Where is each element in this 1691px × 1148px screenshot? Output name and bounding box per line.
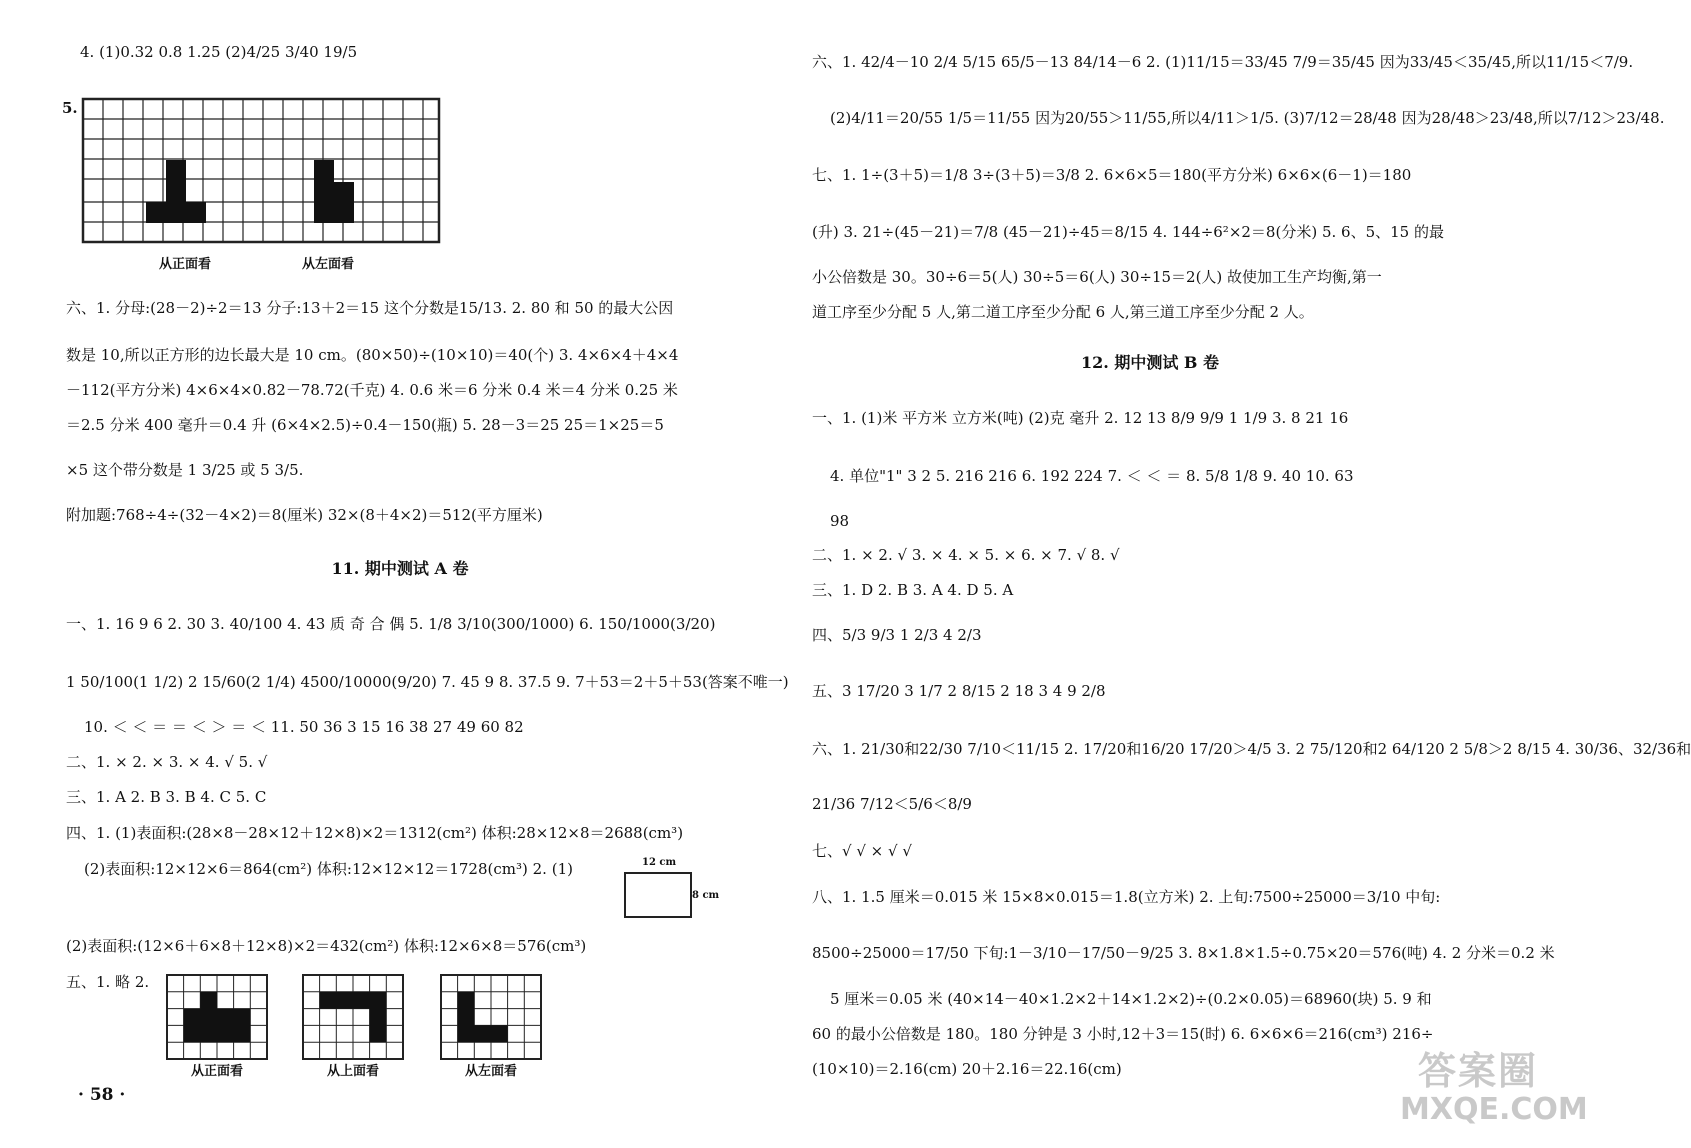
caption-front-view: 从正面看 (158, 257, 211, 272)
right-line-18: 8500÷25000＝17/50 下旬:1－3/10－17/50－9/25 3. 8×1.8×1.5÷0.75×20＝576(吨) 4. 2 分米＝0.2 米 (812, 944, 1555, 962)
right-line-17: 八、1. 1.5 厘米＝0.015 米 15×8×0.015＝1.8(立方米) 2. 上旬:7500÷25000＝3/10 中旬: (812, 888, 1441, 906)
right-line-7: 一、1. (1)米 平方米 立方米(吨) (2)克 毫升 2. 12 13 8/9 9/9 1 1/9 3. 8 21 16 (812, 409, 1349, 427)
right-line-20: 60 的最小公倍数是 180。180 分钟是 3 小时,12＋3＝15(时) 6. 6×6×6＝216(cm³) 216÷ (812, 1025, 1434, 1043)
left-line-13: 四、1. (1)表面积:(28×8－28×12＋12×8)×2＝1312(cm²) 体积:28×12×8＝2688(cm³) (66, 824, 684, 842)
right-line-1: 六、1. 42/4－10 2/4 5/15 65/5－13 84/14－6 2. (1)11/15＝33/45 7/9＝35/45 因为33/45＜35/45,所以11/15＜7/9. (812, 53, 1634, 71)
left-line-2: 六、1. 分母:(28－2)÷2＝13 分子:13＋2＝15 这个分数是15/13. 2. 80 和 50 的最大公因 (66, 299, 674, 317)
right-line-4: (升) 3. 21÷(45－21)＝7/8 (45－21)÷45＝8/15 4. 144÷6²×2＝8(分米) 5. 6、5、15 的最 (812, 223, 1444, 241)
views-grid-top (82, 98, 440, 244)
front-view-shape (146, 160, 206, 223)
right-line-12: 四、5/3 9/3 1 2/3 4 2/3 (812, 626, 982, 644)
caption-left-view-2: 从左面看 (464, 1064, 517, 1079)
rectangle-sketch (624, 872, 692, 918)
right-line-3: 七、1. 1÷(3＋5)＝1/8 3÷(3＋5)＝3/8 2. 6×6×5＝180(平方分米) 6×6×(6－1)＝180 (812, 166, 1412, 184)
heading-test-b: 12. 期中测试 B 卷 (1080, 353, 1220, 372)
right-line-21: (10×10)＝2.16(cm) 20＋2.16＝22.16(cm) (812, 1060, 1122, 1078)
right-line-9: 98 (830, 512, 850, 530)
heading-test-a: 11. 期中测试 A 卷 (331, 559, 469, 578)
right-line-15: 21/36 7/12＜5/6＜8/9 (812, 795, 972, 813)
right-line-11: 三、1. D 2. B 3. A 4. D 5. A (812, 581, 1014, 599)
right-line-19: 5 厘米＝0.05 米 (40×14－40×1.2×2＋14×1.2×2)÷(0.2×0.05)＝68960(块) 5. 9 和 (830, 990, 1432, 1008)
right-line-6: 道工序至少分配 5 人,第二道工序至少分配 6 人,第三道工序至少分配 2 人。 (812, 303, 1314, 321)
caption-top-view: 从上面看 (326, 1064, 379, 1079)
left-line-1: 4. (1)0.32 0.8 1.25 (2)4/25 3/40 19/5 (80, 43, 358, 61)
view-grid-left (440, 974, 542, 1060)
right-line-13: 五、3 17/20 3 1/7 2 8/15 2 18 3 4 9 2/8 (812, 682, 1106, 700)
caption-front-view-2: 从正面看 (190, 1064, 243, 1079)
right-line-10: 二、1. × 2. √ 3. × 4. × 5. × 6. × 7. √ 8. √ (812, 546, 1120, 564)
left-line-5: ＝2.5 分米 400 毫升＝0.4 升 (6×4×2.5)÷0.4－150(瓶) 5. 28－3＝25 25＝1×25＝5 (66, 416, 664, 434)
right-line-16: 七、√ √ × √ √ (812, 842, 912, 860)
q5-label: 5. (62, 99, 78, 117)
left-line-9: 1 50/100(1 1/2) 2 15/60(2 1/4) 4500/10000(9/20) 7. 45 9 8. 37.5 9. 7＋53＝2＋5＋53(答案不唯一) (66, 673, 789, 691)
view-grid-top (302, 974, 404, 1060)
left-line-6: ×5 这个带分数是 1 3/25 或 5 3/5. (66, 461, 304, 479)
view-grid-front (166, 974, 268, 1060)
left-line-11: 二、1. × 2. × 3. × 4. √ 5. √ (66, 753, 268, 771)
right-line-14: 六、1. 21/30和22/30 7/10＜11/15 2. 17/20和16/20 17/20＞4/5 3. 2 75/120和2 64/120 2 5/8＞2 8/15 4. 30/36、32/36和 (812, 740, 1691, 758)
caption-left-view: 从左面看 (301, 257, 354, 272)
right-line-5: 小公倍数是 30。30÷6＝5(人) 30÷5＝6(人) 30÷15＝2(人) 故使加工生产均衡,第一 (812, 268, 1382, 286)
left-line-8: 一、1. 16 9 6 2. 30 3. 40/100 4. 43 质 奇 合 偶 5. 1/8 3/10(300/1000) 6. 150/1000(3/20) (66, 615, 716, 633)
left-line-4: －112(平方分米) 4×6×4×0.82－78.72(千克) 4. 0.6 米＝6 分米 0.4 米＝4 分米 0.25 米 (66, 381, 678, 399)
left-line-7: 附加题:768÷4÷(32－4×2)＝8(厘米) 32×(8＋4×2)＝512(平方厘米) (66, 506, 543, 524)
rect-height-label: 8 cm (692, 890, 720, 901)
right-line-2: (2)4/11＝20/55 1/5＝11/55 因为20/55＞11/55,所以4/11＞1/5. (3)7/12＝28/48 因为28/48＞23/48,所以7/12＞23/48. (830, 109, 1665, 127)
left-line-10: 10. ＜ ＜ ＝ ＝ ＜ ＞ ＝ ＜ 11. 50 36 3 15 16 38 27 49 60 82 (84, 718, 524, 736)
right-line-8: 4. 单位"1" 3 2 5. 216 216 6. 192 224 7. ＜ ＜ ＝ 8. 5/8 1/8 9. 40 10. 63 (830, 467, 1354, 485)
left-line-16: 五、1. 略 2. (66, 973, 150, 991)
left-line-3: 数是 10,所以正方形的边长最大是 10 cm。(80×50)÷(10×10)＝40(个) 3. 4×6×4＋4×4 (66, 346, 679, 364)
left-view-shape (314, 160, 354, 223)
left-line-14: (2)表面积:12×12×6＝864(cm²) 体积:12×12×12＝1728(cm³) 2. (1) (84, 860, 573, 878)
left-line-15: (2)表面积:(12×6＋6×8＋12×8)×2＝432(cm²) 体积:12×6×8＝576(cm³) (66, 937, 587, 955)
watermark-url: MXQE.COM (1400, 1092, 1588, 1127)
left-line-12: 三、1. A 2. B 3. B 4. C 5. C (66, 788, 267, 806)
watermark-logo: 答案圈 (1418, 1049, 1539, 1093)
page-number: · 58 · (78, 1085, 126, 1105)
rect-width-label: 12 cm (642, 857, 677, 868)
